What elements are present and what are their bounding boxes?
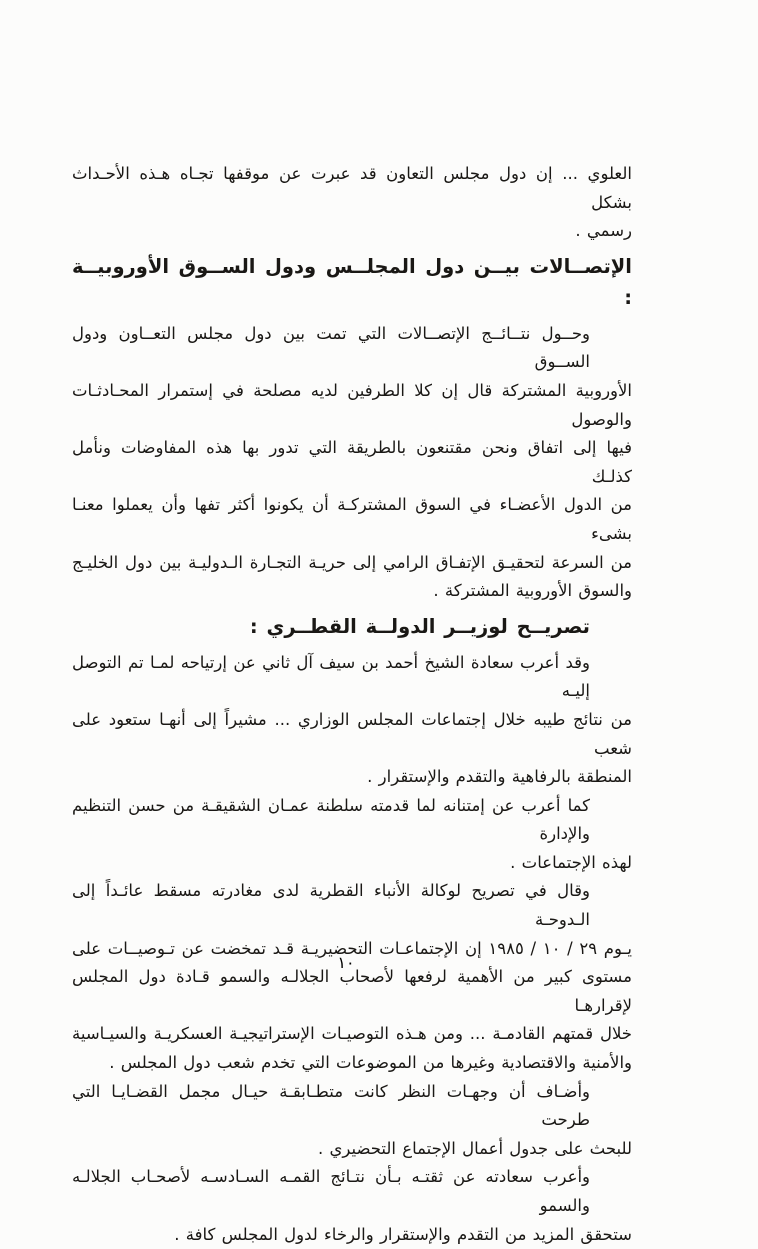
text-line: من الدول الأعضـاء في السوق المشتركـة أن يكونوا أكثر تفها وأن يعملوا معنـا بشىء xyxy=(72,495,632,543)
text-line: والسوق الأوروبية المشتركة . xyxy=(433,581,632,601)
text-line: يـوم ٢٩ / ١٠ / ١٩٨٥ إن الإجتماعـات التحضيريـة قـد تمخضت عن تـوصيــات على xyxy=(72,938,632,958)
section-heading-line: تصريــح لوزيــر الدولــة القطــري : xyxy=(249,614,590,638)
text-line: رسمي . xyxy=(575,221,632,241)
page-text xyxy=(72,160,632,1249)
text-line: ستحقق المزيد من التقدم والإستقرار والرخاء لدول المجلس كافة . xyxy=(174,1224,632,1244)
text-line: والأمنية والاقتصادية وغيرها من الموضوعات التي تخدم شعب دول المجلس . xyxy=(109,1053,632,1073)
text-line: كما أعرب عن إمتنانه لما قدمته سلطنة عمـان الشقيقـة من حسن التنظيم والإدارة xyxy=(72,795,590,844)
text-line: خلال قمتهم القادمـة ... ومن هـذه التوصيـات الإستراتيجيـة العسكريـة والسيـاسية xyxy=(72,1024,632,1044)
text-line: وأضـاف أن وجهـات النظر كانت متطـابقـة حيـال مجمل القضـايـا التي طرحت xyxy=(72,1081,590,1130)
page-number: ١٠ xyxy=(337,953,355,972)
text-line: الأوروبية المشتركة قال إن كلا الطرفين لديه مصلحة في إستمرار المحـادثـات والوصول xyxy=(72,380,632,429)
text-line: المنطقة بالرفاهية والتقدم والإستقرار . xyxy=(367,767,632,787)
text-line: مستوى كبير من الأهمية لرفعها لأصحاب الجلالـه والسمو قـادة دول المجلس لإقرارهـا xyxy=(72,967,632,1015)
text-line: للبحث على جدول أعمال الإجتماع التحضيري . xyxy=(317,1138,632,1158)
text-line: لهذه الإجتماعات . xyxy=(510,852,632,872)
text-line: من السرعة لتحقيـق الإتفـاق الرامي إلى حريـة التجـارة الـدوليـة بين دول الخليـج xyxy=(72,552,632,572)
text-line: من نتائج طيبه خلال إجتماعات المجلس الوزاري ... مشيراً إلى أنهـا ستعود على شعب xyxy=(72,709,632,758)
text-line: وحــول نتــائــج الإتصــالات التي تمت بين دول مجلس التعــاون ودول الســوق xyxy=(72,323,590,372)
text-line: وقال في تصريح لوكالة الأنباء القطرية لدى مغادرته مسقط عائـداً إلى الـدوحـة xyxy=(72,881,590,930)
text-line: العلوي ... إن دول مجلس التعاون قد عبرت عن موقفها تجـاه هـذه الأحـداث بشكل xyxy=(72,164,632,212)
section-heading-line: الإتصــالات بيــن دول المجلــس ودول الســوق الأوروبيــة : xyxy=(72,254,632,309)
text-line: وقد أعرب سعادة الشيخ أحمد بن سيف آل ثاني عن إرتياحه لمـا تم التوصل إليـه xyxy=(72,652,590,701)
text-line: وأعرب سعادته عن ثقتـه بـأن نتـائج القمـه السـادسـه لأصحـاب الجلالـه والسمو xyxy=(72,1167,590,1215)
text-line: فيها إلى اتفاق ونحن مقتنعون بالطريقة التي تدور بها هذه المفاوضات ونأمل كذلـك xyxy=(72,438,632,486)
